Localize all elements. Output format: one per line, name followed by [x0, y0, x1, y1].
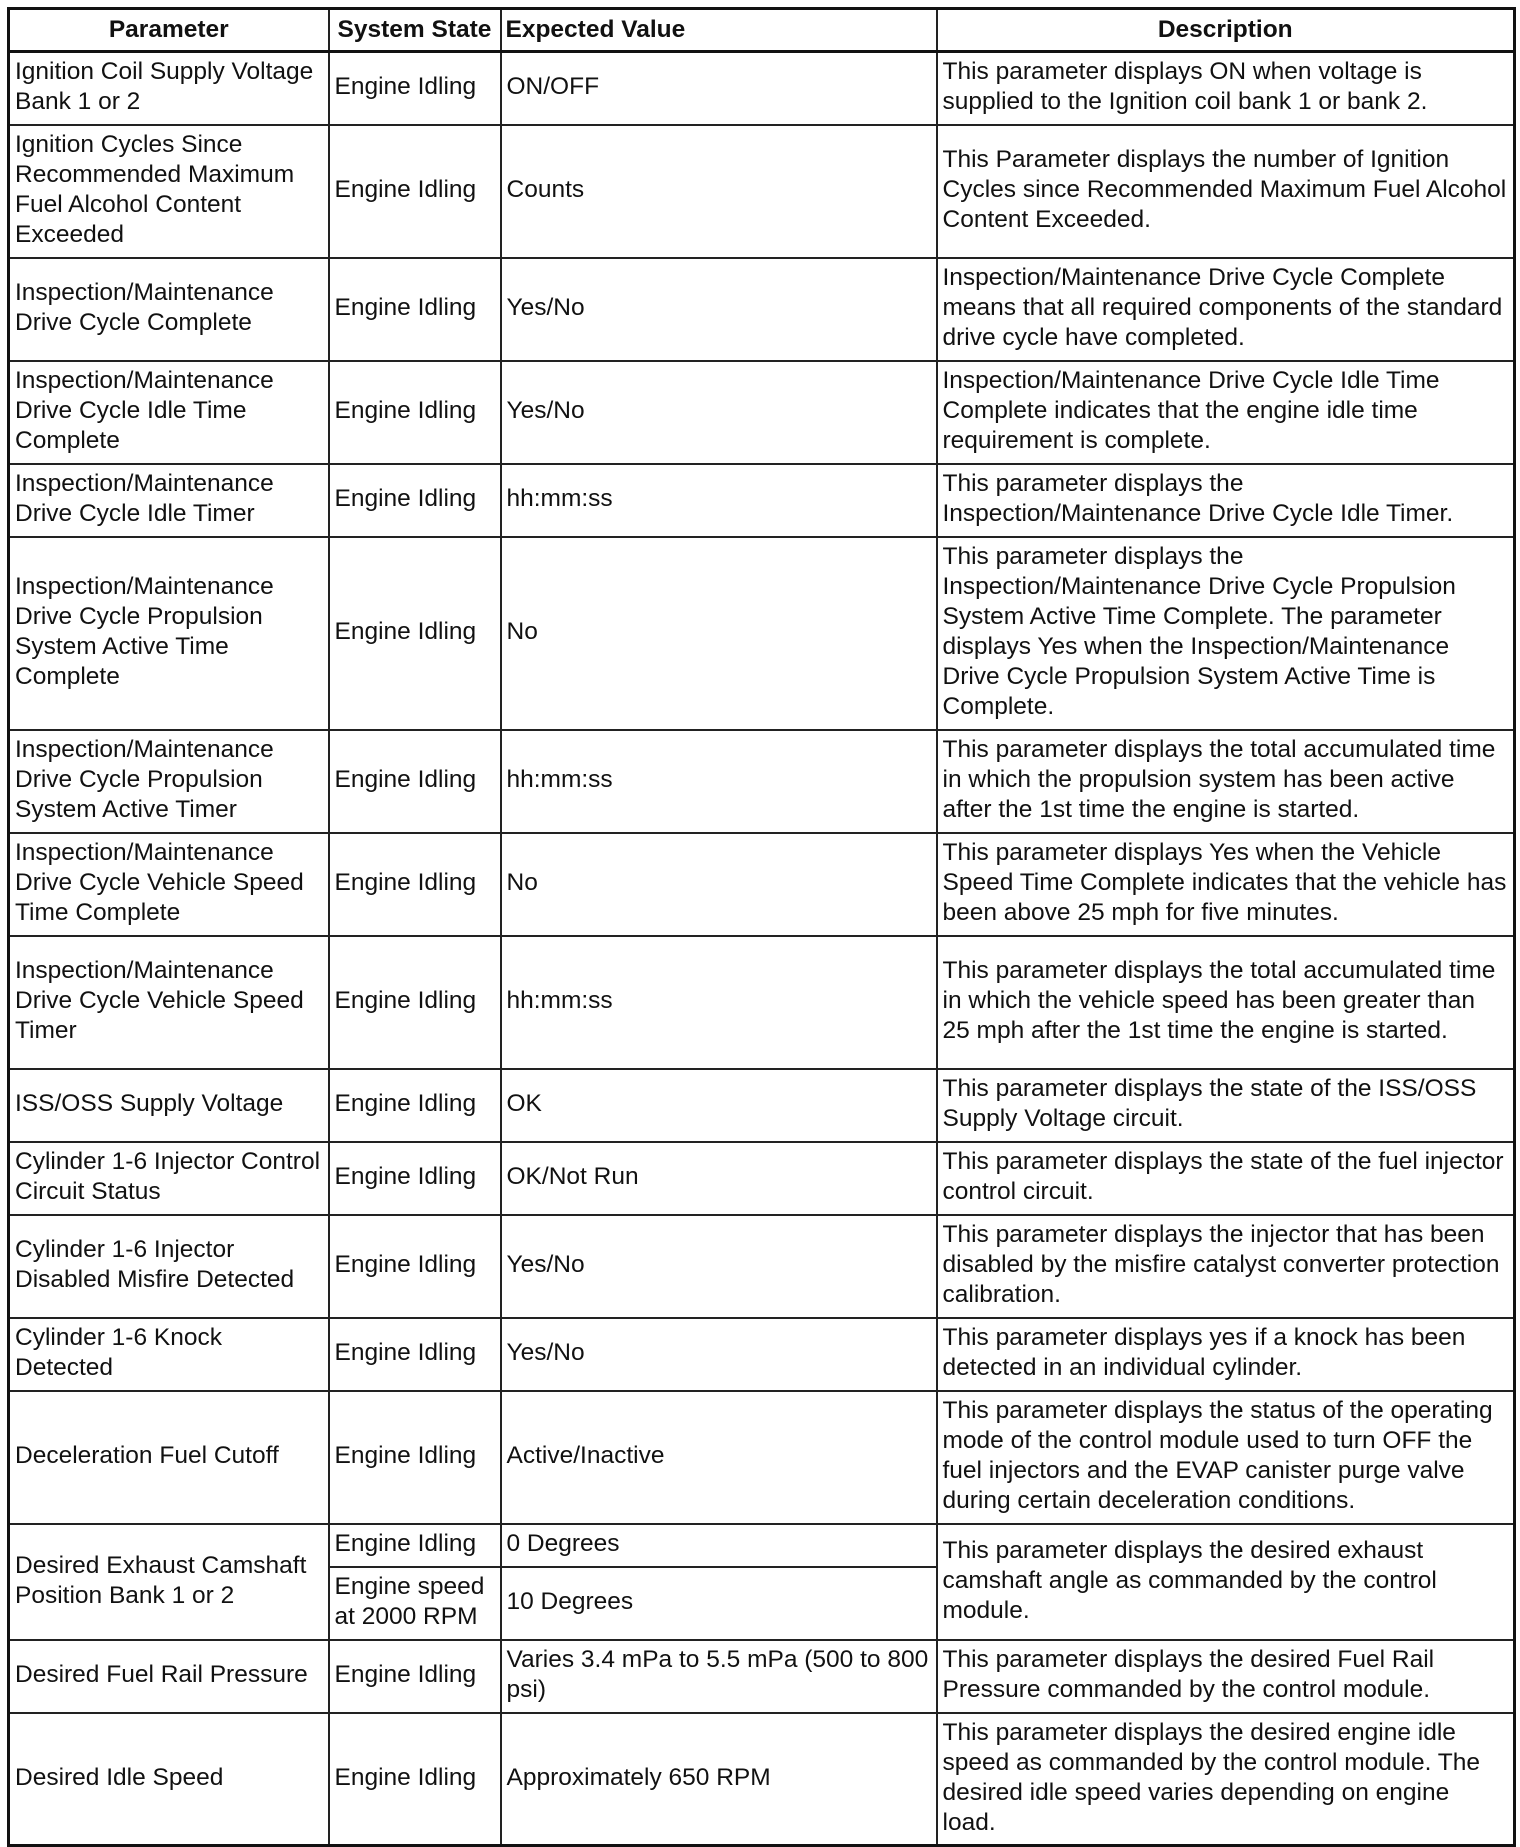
cell-system-state: Engine Idling	[329, 833, 501, 936]
cell-description: This parameter displays ON when voltage is supplied to the Ignition coil bank 1 or bank 2.	[937, 52, 1515, 125]
cell-parameter: Cylinder 1-6 Injector Disabled Misfire Detected	[9, 1215, 329, 1318]
cell-expected-value: No	[501, 537, 937, 730]
cell-parameter: Ignition Cycles Since Recommended Maximum Fuel Alcohol Content Exceeded	[9, 125, 329, 258]
cell-parameter: Desired Fuel Rail Pressure	[9, 1640, 329, 1713]
table-row	[9, 52, 1515, 125]
cell-system-state: Engine Idling	[329, 1640, 501, 1713]
cell-description: This parameter displays the status of the operating mode of the control module used to turn OFF the fuel injectors and the EVAP canister purge valve during certain deceleration conditions.	[937, 1391, 1515, 1524]
cell-description: This parameter displays yes if a knock has been detected in an individual cylinder.	[937, 1318, 1515, 1391]
table-row	[9, 1069, 1515, 1142]
cell-system-state: Engine Idling	[329, 361, 501, 464]
cell-description: This parameter displays the total accumulated time in which the propulsion system has been active after the 1st time the engine is started.	[937, 730, 1515, 833]
cell-expected-value: Yes/No	[501, 361, 937, 464]
cell-expected-value: Approximately 650 RPM	[501, 1713, 937, 1846]
table-row	[9, 1215, 1515, 1318]
table-row	[9, 464, 1515, 537]
cell-parameter: Deceleration Fuel Cutoff	[9, 1391, 329, 1524]
cell-description: This parameter displays the Inspection/Maintenance Drive Cycle Propulsion System Active Time Complete. The parameter displays Yes when the Inspection/Maintenance Drive Cycle Propulsion System Active Time is Complete.	[937, 537, 1515, 730]
cell-description: This parameter displays the state of the ISS/OSS Supply Voltage circuit.	[937, 1069, 1515, 1142]
cell-description: This parameter displays the desired Fuel Rail Pressure commanded by the control module.	[937, 1640, 1515, 1713]
cell-expected-value: Varies 3.4 mPa to 5.5 mPa (500 to 800 psi)	[501, 1640, 937, 1713]
cell-parameter: Inspection/Maintenance Drive Cycle Propulsion System Active Time Complete	[9, 537, 329, 730]
cell-system-state: Engine Idling	[329, 52, 501, 125]
cell-system-state: Engine Idling	[329, 936, 501, 1069]
cell-system-state: Engine Idling	[329, 1391, 501, 1524]
cell-expected-value: No	[501, 833, 937, 936]
cell-expected-value: hh:mm:ss	[501, 730, 937, 833]
cell-description: This parameter displays Yes when the Vehicle Speed Time Complete indicates that the vehicle has been above 25 mph for five minutes.	[937, 833, 1515, 936]
cell-expected-value: Yes/No	[501, 1215, 937, 1318]
header-expected-value: Expected Value	[501, 9, 937, 52]
cell-description: This Parameter displays the number of Ignition Cycles since Recommended Maximum Fuel Alcohol Content Exceeded.	[937, 125, 1515, 258]
cell-description: This parameter displays the total accumulated time in which the vehicle speed has been greater than 25 mph after the 1st time the engine is started.	[937, 936, 1515, 1069]
cell-description: Inspection/Maintenance Drive Cycle Complete means that all required components of the standard drive cycle have completed.	[937, 258, 1515, 361]
cell-system-state: Engine Idling	[329, 1524, 501, 1567]
table-row	[9, 1524, 1515, 1567]
table-row	[9, 537, 1515, 730]
cell-system-state: Engine Idling	[329, 125, 501, 258]
table-row	[9, 1142, 1515, 1215]
table-row	[9, 1640, 1515, 1713]
header-description: Description	[937, 9, 1515, 52]
cell-parameter: Desired Idle Speed	[9, 1713, 329, 1846]
cell-parameter: Inspection/Maintenance Drive Cycle Idle Timer	[9, 464, 329, 537]
cell-system-state: Engine Idling	[329, 1215, 501, 1318]
cell-description: This parameter displays the state of the fuel injector control circuit.	[937, 1142, 1515, 1215]
cell-description: This parameter displays the desired exhaust camshaft angle as commanded by the control module.	[937, 1524, 1515, 1640]
cell-parameter: Cylinder 1-6 Knock Detected	[9, 1318, 329, 1391]
cell-system-state: Engine speed at 2000 RPM	[329, 1567, 501, 1640]
cell-description: Inspection/Maintenance Drive Cycle Idle Time Complete indicates that the engine idle time requirement is complete.	[937, 361, 1515, 464]
cell-expected-value: 10 Degrees	[501, 1567, 937, 1640]
parameter-table	[7, 7, 1516, 1847]
cell-system-state: Engine Idling	[329, 1069, 501, 1142]
table-row	[9, 258, 1515, 361]
cell-expected-value: ON/OFF	[501, 52, 937, 125]
cell-expected-value: OK/Not Run	[501, 1142, 937, 1215]
table-row	[9, 1318, 1515, 1391]
cell-description: This parameter displays the Inspection/Maintenance Drive Cycle Idle Timer.	[937, 464, 1515, 537]
cell-expected-value: Yes/No	[501, 1318, 937, 1391]
cell-expected-value: hh:mm:ss	[501, 464, 937, 537]
table-row	[9, 730, 1515, 833]
cell-system-state: Engine Idling	[329, 1142, 501, 1215]
cell-expected-value: 0 Degrees	[501, 1524, 937, 1567]
table-row	[9, 125, 1515, 258]
cell-parameter: ISS/OSS Supply Voltage	[9, 1069, 329, 1142]
cell-parameter: Desired Exhaust Camshaft Position Bank 1 or 2	[9, 1524, 329, 1640]
cell-expected-value: hh:mm:ss	[501, 936, 937, 1069]
cell-system-state: Engine Idling	[329, 1713, 501, 1846]
table-row	[9, 361, 1515, 464]
header-system-state: System State	[329, 9, 501, 52]
cell-expected-value: OK	[501, 1069, 937, 1142]
cell-system-state: Engine Idling	[329, 1318, 501, 1391]
cell-parameter: Inspection/Maintenance Drive Cycle Complete	[9, 258, 329, 361]
cell-system-state: Engine Idling	[329, 464, 501, 537]
cell-parameter: Inspection/Maintenance Drive Cycle Vehicle Speed Time Complete	[9, 833, 329, 936]
table-row	[9, 833, 1515, 936]
cell-parameter: Ignition Coil Supply Voltage Bank 1 or 2	[9, 52, 329, 125]
cell-expected-value: Active/Inactive	[501, 1391, 937, 1524]
cell-description: This parameter displays the desired engine idle speed as commanded by the control module. The desired idle speed varies depending on engine load.	[937, 1713, 1515, 1846]
table-row	[9, 1713, 1515, 1846]
table-row	[9, 1391, 1515, 1524]
cell-system-state: Engine Idling	[329, 258, 501, 361]
cell-parameter: Inspection/Maintenance Drive Cycle Propulsion System Active Timer	[9, 730, 329, 833]
cell-description: This parameter displays the injector that has been disabled by the misfire catalyst converter protection calibration.	[937, 1215, 1515, 1318]
cell-parameter: Inspection/Maintenance Drive Cycle Idle Time Complete	[9, 361, 329, 464]
cell-expected-value: Yes/No	[501, 258, 937, 361]
cell-expected-value: Counts	[501, 125, 937, 258]
cell-parameter: Inspection/Maintenance Drive Cycle Vehicle Speed Timer	[9, 936, 329, 1069]
cell-system-state: Engine Idling	[329, 730, 501, 833]
cell-parameter: Cylinder 1-6 Injector Control Circuit Status	[9, 1142, 329, 1215]
header-row	[9, 9, 1515, 52]
header-parameter: Parameter	[9, 9, 329, 52]
table-row	[9, 936, 1515, 1069]
cell-system-state: Engine Idling	[329, 537, 501, 730]
